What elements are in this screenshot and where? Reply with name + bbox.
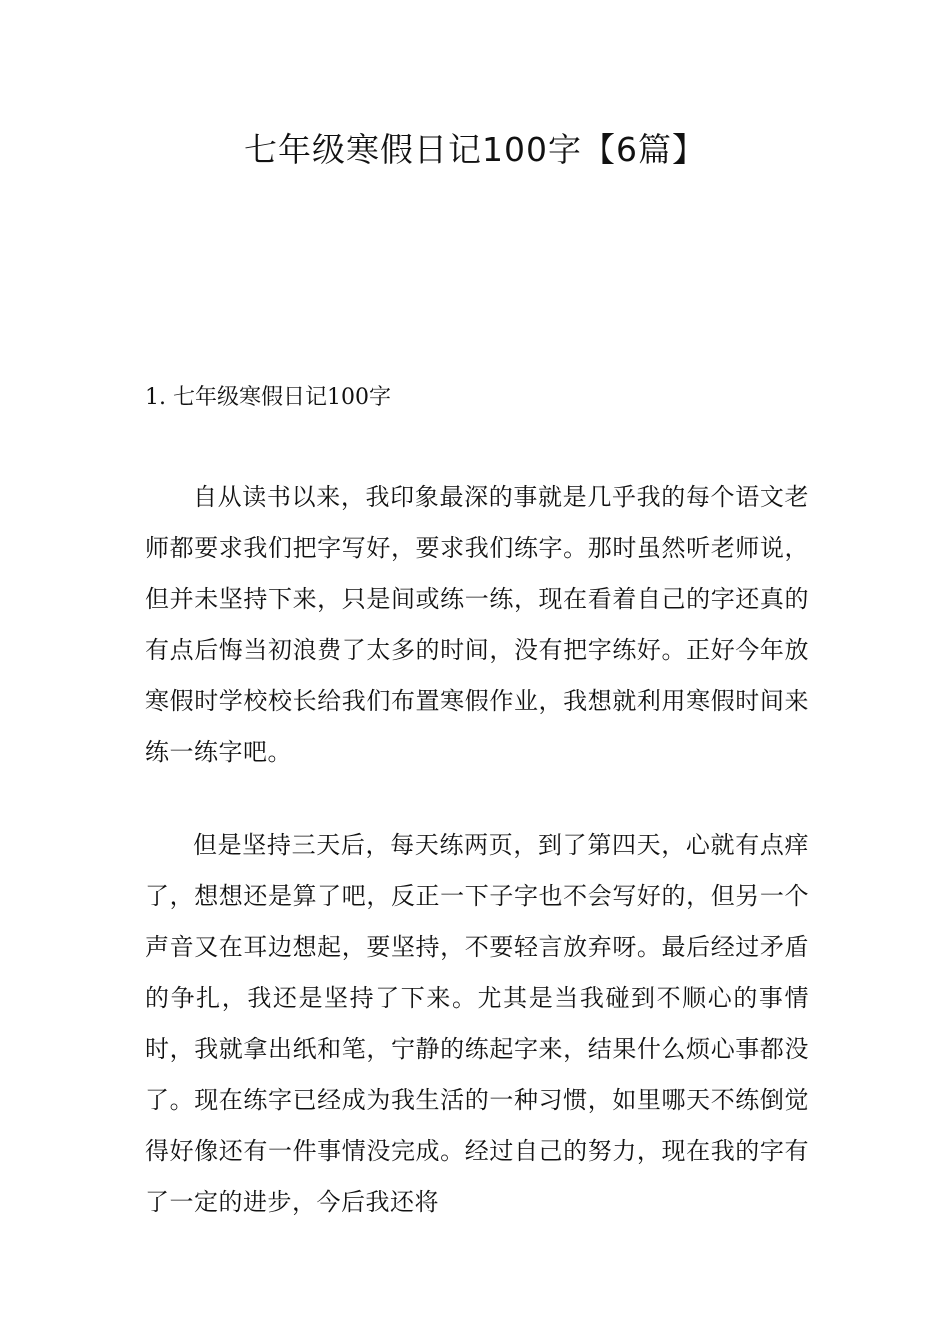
body-paragraph: 自从读书以来，我印象最深的事就是几乎我的每个语文老师都要求我们把字写好，要求我们练字。那时虽然听老师说，但并未坚持下来，只是间或练一练，现在看着自己的字还真的有点后悔当初浪费了太多的时间，没有把字练好。正好今年放寒假时学校校长给我们布置寒假作业，我想就利用寒假时间来练一练字吧。 [145,483,809,766]
body-paragraph: 但是坚持三天后，每天练两页，到了第四天，心就有点痒了，想想还是算了吧，反正一下子字也不会写好的，但另一个声音又在耳边想起，要坚持，不要轻言放弃呀。最后经过矛盾的争扎，我还是坚持了下来。尤其是当我碰到不顺心的事情时，我就拿出纸和笔，宁静的练起字来，结果什么烦心事都没了。现在练字已经成为我生活的一种习惯，如里哪天不练倒觉得好像还有一件事情没完成。经过自己的努力，现在我的字有了一定的进步，今后我还将 [145,831,809,1216]
section-heading: 1. 七年级寒假日记100字 [145,385,391,410]
document-title: 七年级寒假日记100字【6篇】 [244,130,706,169]
